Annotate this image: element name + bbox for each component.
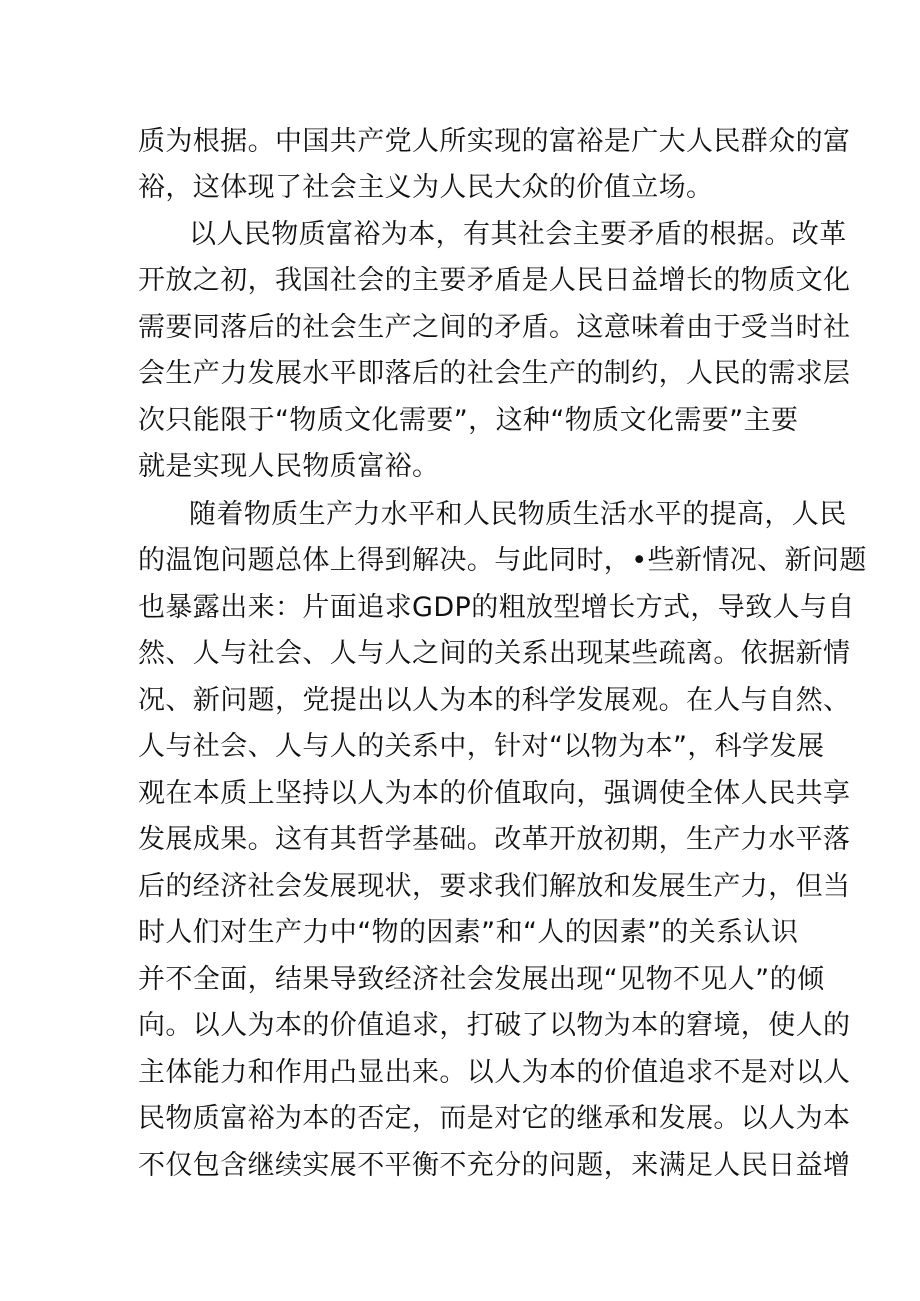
text-line: 次只能限于“物质文化需要”，这种“物质文化需要”主要: [138, 405, 799, 436]
text-line: 然、人与社会、人与人之间的关系出现某些疏离。依据新情: [138, 638, 851, 669]
text-line: 向。以人为本的价值追求，打破了以物为本的窘境，使人的: [138, 1010, 851, 1041]
text-line: 会生产力发展水平即落后的社会生产的制约，人民的需求层: [138, 358, 851, 389]
text-line: 就是实现人民物质富裕。: [138, 451, 440, 482]
text-line: 裕，这体现了社会主义为人民大众的价值立场。: [138, 172, 714, 203]
text-line: 观在本质上坚持以人为本的价值取向，强调使全体人民共享: [138, 778, 851, 809]
text-line: 不仅包含继续实展不平衡不充分的问题，来满足人民日益增: [138, 1150, 851, 1181]
text-line: 时人们对生产力中“物的因素”和“人的因素”的关系认识: [138, 917, 799, 948]
text-line: 的温饱问题总体上得到解决。与此同时，•些新情况、新问题: [138, 545, 867, 576]
text-line: 随着物质生产力水平和人民物质生活水平的提高，人民: [189, 499, 847, 530]
text-line: 开放之初，我国社会的主要矛盾是人民日益增长的物质文化: [138, 265, 851, 296]
text-line: 发展成果。这有其哲学基础。改革开放初期，生产力水平落: [138, 824, 851, 855]
text-line: 并不全面，结果导致经济社会发展出现“见物不见人”的倾: [138, 964, 825, 995]
text-line: 主体能力和作用凸显出来。以人为本的价值追求不是对以人: [138, 1057, 851, 1088]
text-line: 况、新问题，党提出以人为本的科学发展观。在人与自然、: [138, 685, 851, 716]
text-line: 后的经济社会发展现状，要求我们解放和发展生产力，但当: [138, 871, 851, 902]
text-line: 质为根据。中国共产党人所实现的富裕是广大人民群众的富: [138, 126, 851, 157]
text-line: 人与社会、人与人的关系中，针对“以物为本”，科学发展: [138, 731, 825, 762]
text-line: 以人民物质富裕为本，有其社会主要矛盾的根据。改革: [189, 219, 847, 250]
text-line: 民物质富裕为本的否定，而是对它的继承和发展。以人为本: [138, 1103, 851, 1134]
text-line: 也暴露出来：片面追求GDP的粗放型增长方式，导致人与自: [138, 592, 855, 623]
text-line: 需要同落后的社会生产之间的矛盾。这意味着由于受当时社: [138, 312, 851, 343]
